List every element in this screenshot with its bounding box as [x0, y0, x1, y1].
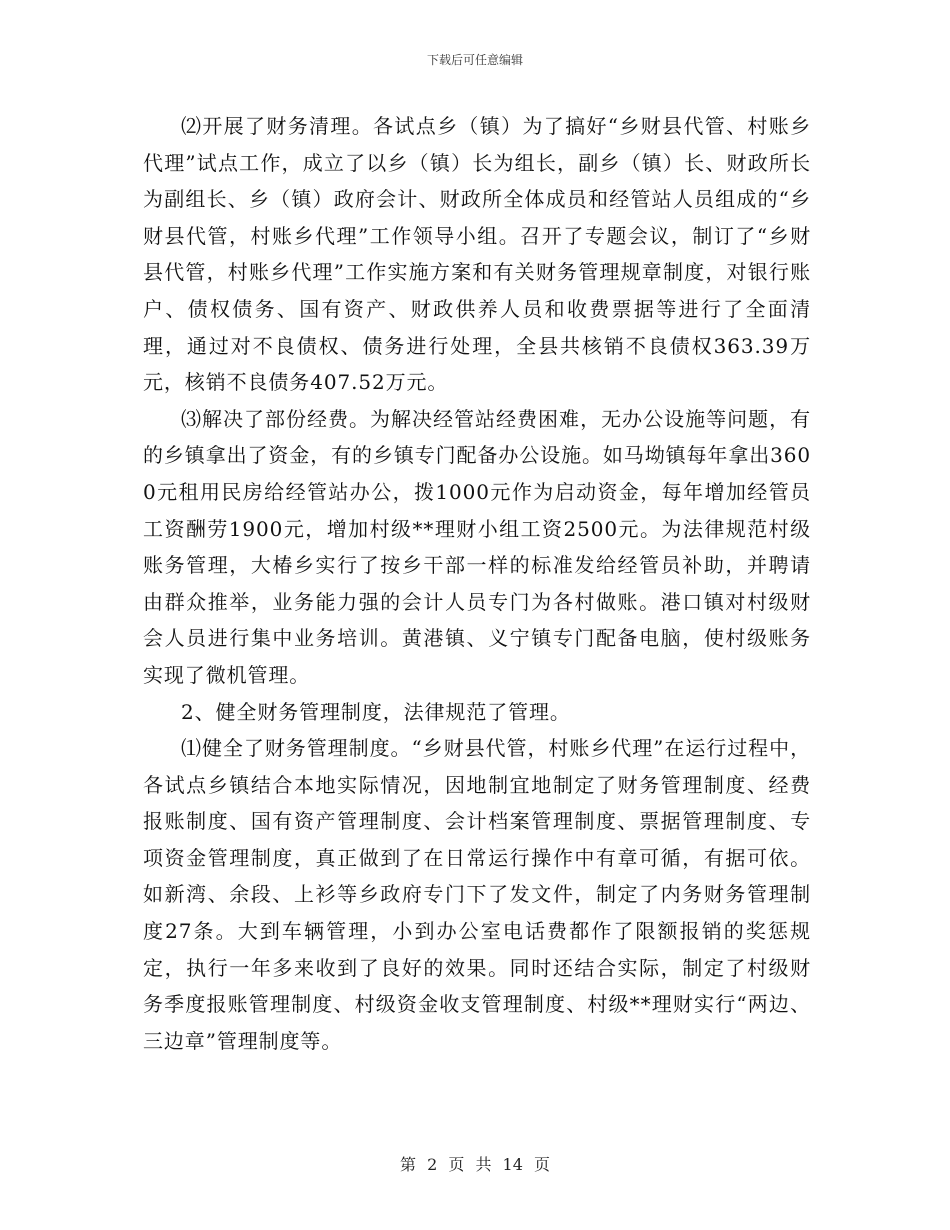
page-number-footer: 第 2 页 共 14 页 — [400, 1155, 550, 1174]
paragraph-financial-cleanup: ⑵开展了财务清理。各试点乡（镇）为了搞好“乡财县代管、村账乡代理”试点工作，成立了以乡（镇）长为组长，副乡（镇）长、财政所长为副组长、乡（镇）政府会计、财政所全体成员和经管站人员组成的“乡财县代管，村账乡代理”工作领导小组。召开了专题会议，制订了“乡财县代管，村账乡代理”工作实施方案和有关财务管理规章制度，对银行账户、债权债务、国有资产、财政供养人员和收费票据等进行了全面清理，通过对不良债权、债务进行处理，全县共核销不良债权363.39万元，核销不良债务407.52万元。 — [143, 114, 811, 395]
page-header: 下载后可任意编辑 — [426, 53, 523, 67]
document-body — [143, 108, 811, 1059]
section-heading-management-system: 2、健全财务管理制度，法律规范了管理。 — [181, 699, 571, 724]
paragraph-management-rules: ⑴健全了财务管理制度。“乡财县代管，村账乡代理”在运行过程中，各试点乡镇结合本地实际情况，因地制宜地制定了财务管理制度、经费报账制度、国有资产管理制度、会计档案管理制度、票据管理制度、专项资金管理制度，真正做到了在日常运行操作中有章可循，有据可依。如新湾、余段、上衫等乡政府专门下了发文件，制定了内务财务管理制度27条。大到车辆管理，小到办公室电话费都作了限额报销的奖惩规定，执行一年多来收到了良好的效果。同时还结合实际，制定了村级财务季度报账管理制度、村级资金收支管理制度、村级**理财实行“两边、三边章”管理制度等。 — [143, 736, 811, 1053]
paragraph-funding: ⑶解决了部份经费。为解决经管站经费困难，无办公设施等问题，有的乡镇拿出了资金，有的乡镇专门配备办公设施。如马坳镇每年拿出3600元租用民房给经管站办公，拨1000元作为启动资金，每年增加经管员工资酬劳1900元，增加村级**理财小组工资2500元。为法律规范村级账务管理，大椿乡实行了按乡干部一样的标准发给经管员补助，并聘请由群众推举，业务能力强的会计人员专门为各村做账。港口镇对村级财会人员进行集中业务培训。黄港镇、义宁镇专门配备电脑，使村级账务实现了微机管理。 — [143, 406, 811, 687]
